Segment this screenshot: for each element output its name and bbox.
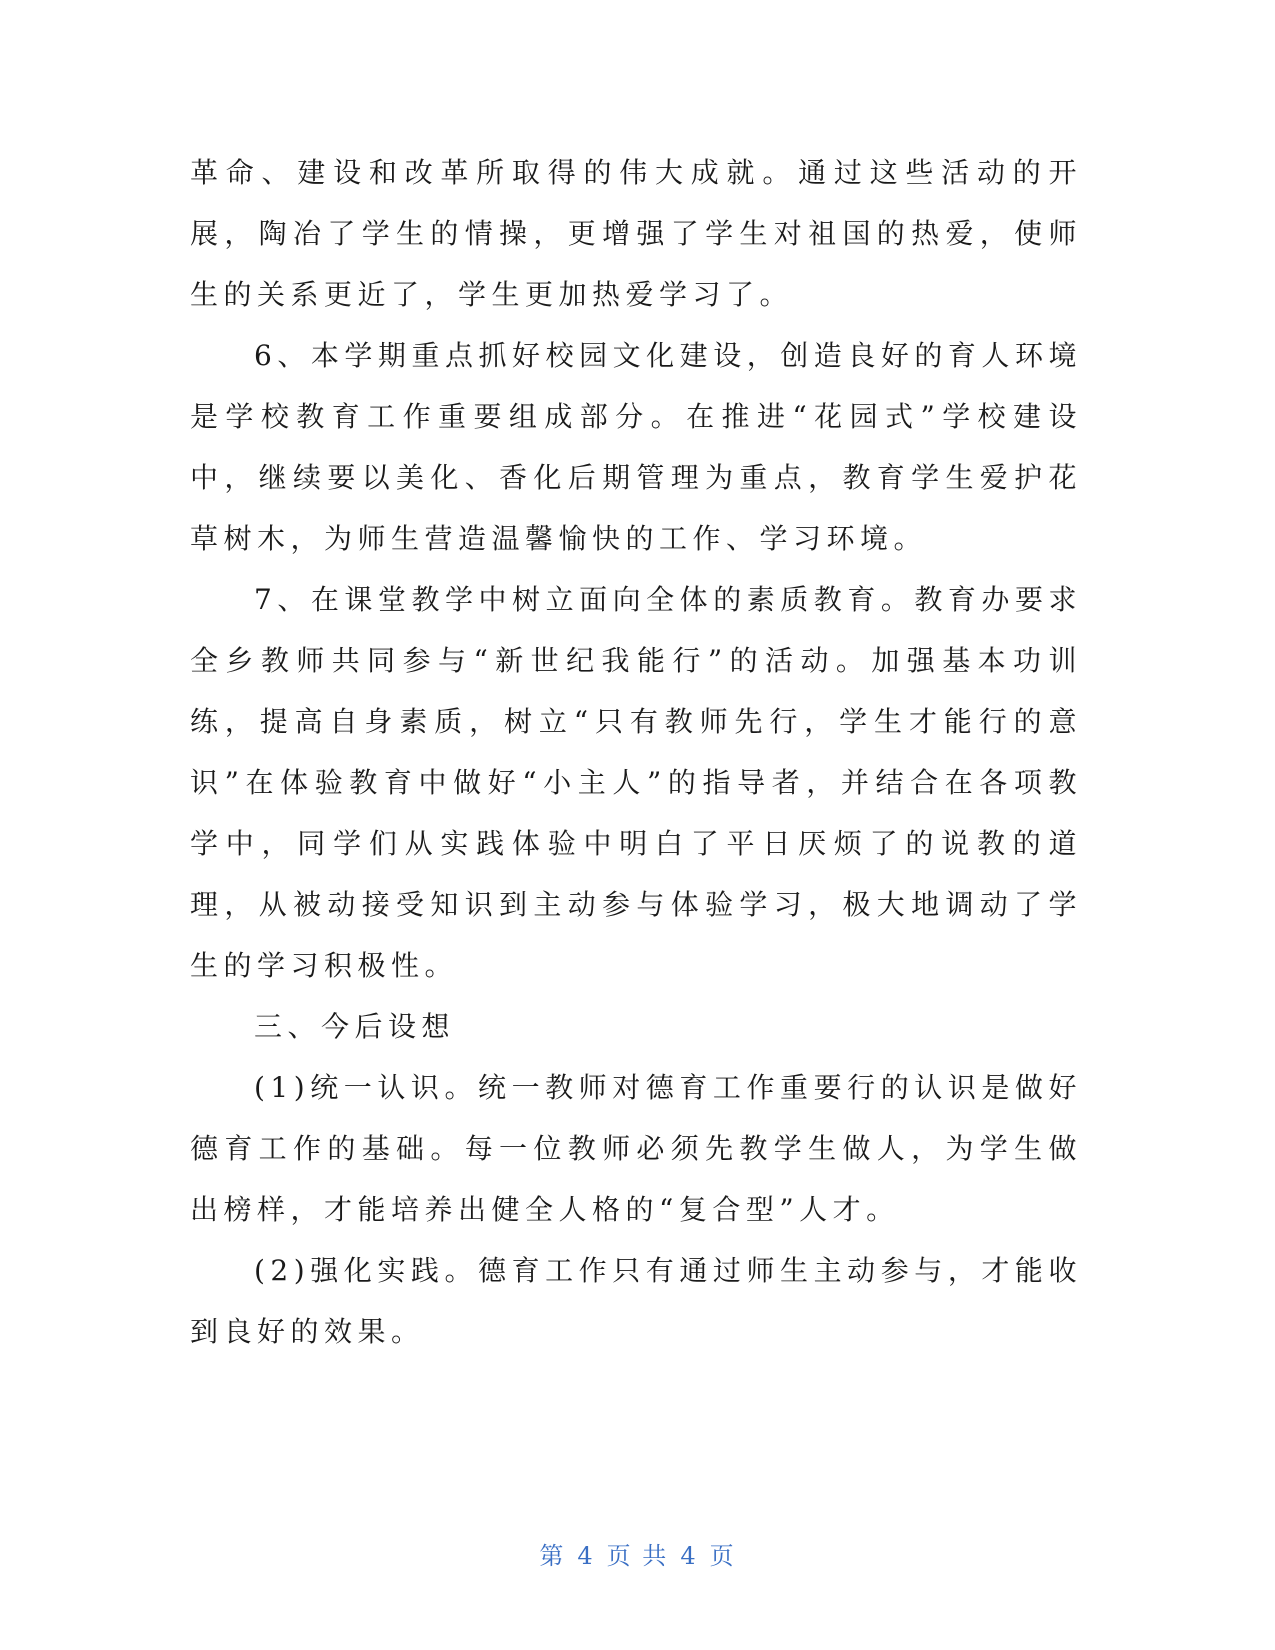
footer-prefix: 第	[539, 1542, 566, 1570]
footer-total-pages: 4	[680, 1542, 698, 1570]
footer-suffix: 页	[709, 1542, 736, 1570]
footer-current-page: 4	[577, 1542, 595, 1570]
paragraph-1: 革命、建设和改革所取得的伟大成就。通过这些活动的开展，陶冶了学生的情操，更增强了学生对祖国的热爱，使师生的关系更近了，学生更加热爱学习了。	[190, 156, 1082, 311]
paragraph-4: (1)统一认识。统一教师对德育工作重要行的认识是做好德育工作的基础。每一位教师必须先教学生做人，为学生做出榜样，才能培养出健全人格的“复合型”人才。	[190, 1071, 1082, 1226]
document-body	[190, 142, 1082, 1362]
paragraph-5: (2)强化实践。德育工作只有通过师生主动参与，才能收到良好的效果。	[190, 1254, 1082, 1348]
paragraph-3: 7、在课堂教学中树立面向全体的素质教育。教育办要求全乡教师共同参与“新世纪我能行”的活动。加强基本功训练，提高自身素质，树立“只有教师先行，学生才能行的意识”在体验教育中做好“小主人”的指导者，并结合在各项教学中，同学们从实践体验中明白了平日厌烦了的说教的道理，从被动接受知识到主动参与体验学习，极大地调动了学生的学习积极性。	[190, 583, 1082, 982]
section-heading: 三、今后设想	[254, 1010, 456, 1043]
footer-middle: 页 共	[606, 1542, 669, 1570]
page-number-footer	[0, 1536, 1275, 1571]
paragraph-2: 6、本学期重点抓好校园文化建设，创造良好的育人环境是学校教育工作重要组成部分。在推进“花园式”学校建设中，继续要以美化、香化后期管理为重点，教育学生爱护花草树木，为师生营造温馨愉快的工作、学习环境。	[190, 339, 1082, 555]
